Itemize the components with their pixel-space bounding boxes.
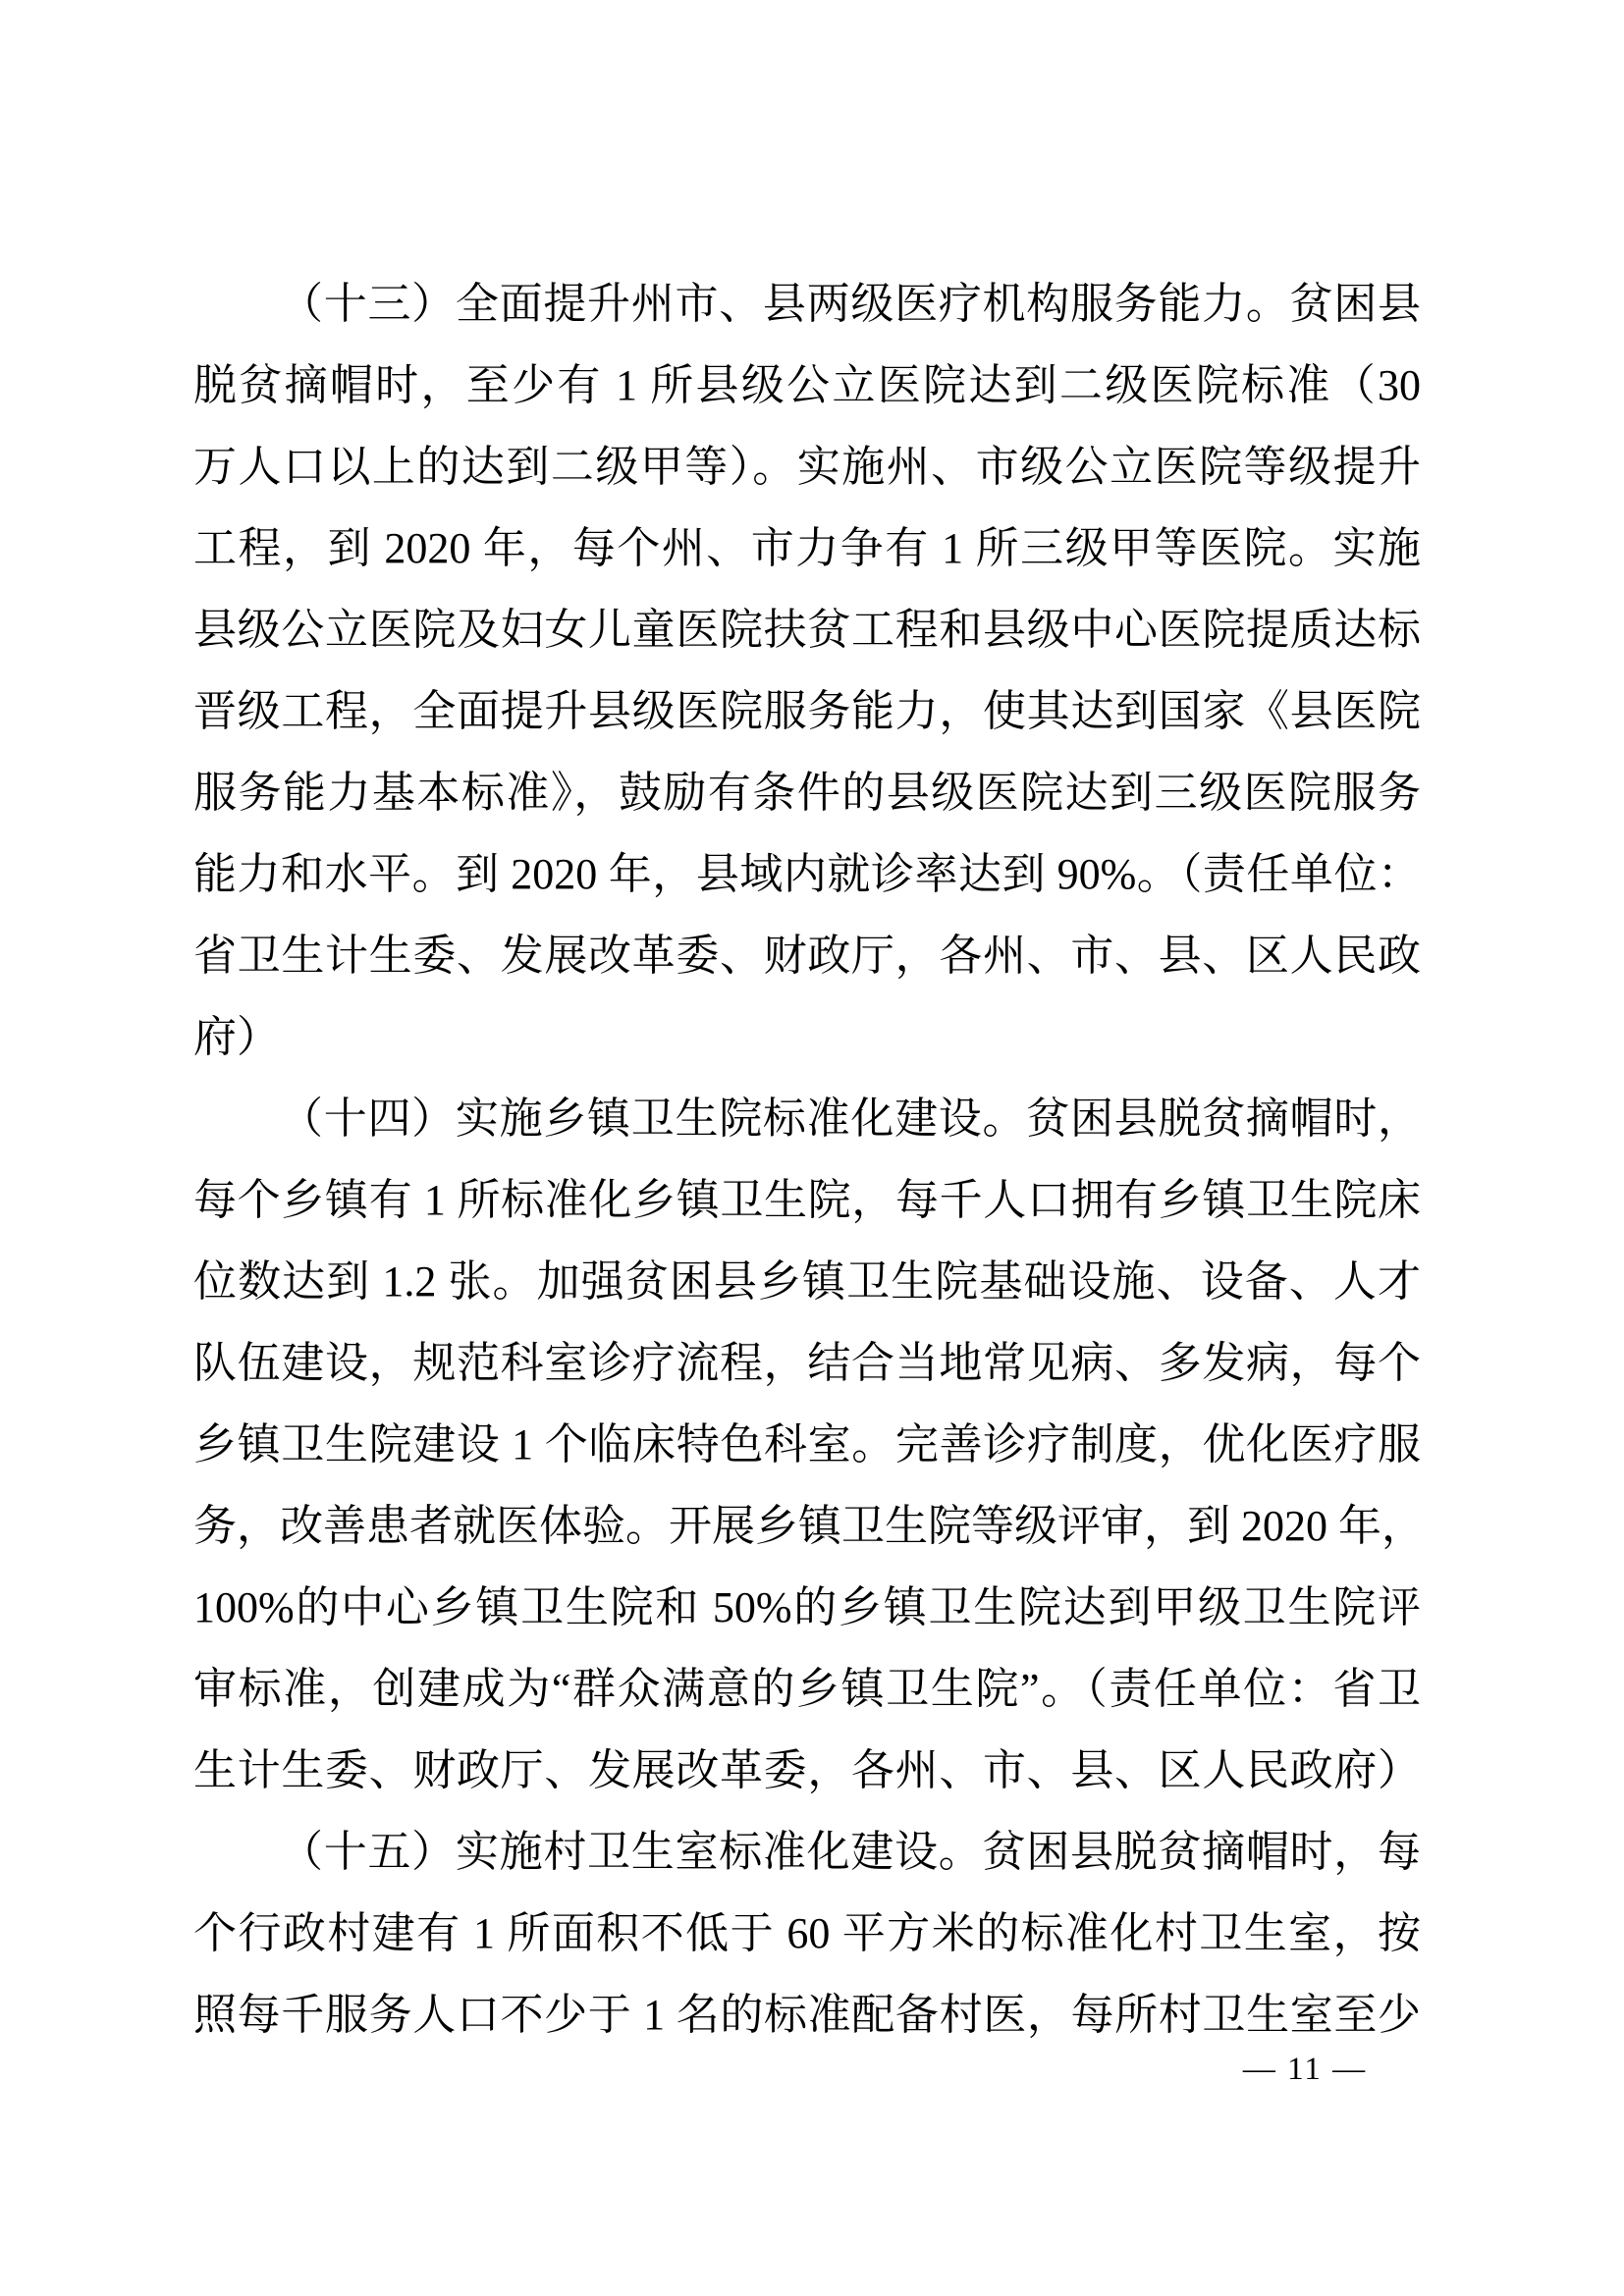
- text-line: 乡镇卫生院建设 1 个临床特色科室。完善诊疗制度，优化医疗服: [193, 1420, 1421, 1468]
- text-line: （十五）实施村卫生室标准化建设。贫困县脱贫摘帽时，每: [280, 1828, 1421, 1876]
- text-line: 队伍建设，规范科室诊疗流程，结合当地常见病、多发病，每个: [193, 1339, 1421, 1387]
- text-line: 位数达到 1.2 张。加强贫困县乡镇卫生院基础设施、设备、人才: [193, 1257, 1421, 1306]
- paragraph-15: [193, 1811, 1421, 2056]
- text-line: 县级公立医院及妇女儿童医院扶贫工程和县级中心医院提质达标: [193, 606, 1421, 654]
- text-line: 省卫生计生委、发展改革委、财政厅，各州、市、县、区人民政: [193, 932, 1421, 980]
- text-line: 务，改善患者就医体验。开展乡镇卫生院等级评审，到 2020 年，: [193, 1502, 1425, 1550]
- text-line: 府）: [193, 1013, 280, 1061]
- text-line: 个行政村建有 1 所面积不低于 60 平方米的标准化村卫生室，按: [193, 1909, 1421, 1957]
- page-number: — 11 —: [1242, 2052, 1368, 2087]
- paragraph-14: [193, 1078, 1425, 1811]
- text-line: 审标准，创建成为“群众满意的乡镇卫生院”。（责任单位：省卫: [193, 1665, 1421, 1713]
- text-line: 生计生委、财政厅、发展改革委，各州、市、县、区人民政府）: [193, 1746, 1421, 1794]
- text-line: 100%的中心乡镇卫生院和 50%的乡镇卫生院达到甲级卫生院评: [193, 1583, 1421, 1631]
- text-line: 晋级工程，全面提升县级医院服务能力，使其达到国家《县医院: [193, 687, 1421, 735]
- text-line: 每个乡镇有 1 所标准化乡镇卫生院，每千人口拥有乡镇卫生院床: [193, 1176, 1421, 1224]
- document-body: [193, 263, 1425, 2056]
- text-line: （十四）实施乡镇卫生院标准化建设。贫困县脱贫摘帽时，: [280, 1095, 1421, 1143]
- text-line: 脱贫摘帽时，至少有 1 所县级公立医院达到二级医院标准（30: [193, 361, 1421, 409]
- text-line: 照每千服务人口不少于 1 名的标准配备村医，每所村卫生室至少: [193, 1991, 1421, 2039]
- text-line: 服务能力基本标准》，鼓励有条件的县级医院达到三级医院服务: [193, 769, 1421, 817]
- text-line: （十三）全面提升州市、县两级医疗机构服务能力。贫困县: [280, 280, 1421, 328]
- text-line: 万人口以上的达到二级甲等）。实施州、市级公立医院等级提升: [193, 443, 1421, 491]
- text-line: 能力和水平。到 2020 年，县域内就诊率达到 90%。（责任单位：: [193, 850, 1421, 898]
- text-line: 工程，到 2020 年，每个州、市力争有 1 所三级甲等医院。实施: [193, 524, 1421, 572]
- paragraph-13: [193, 263, 1421, 1078]
